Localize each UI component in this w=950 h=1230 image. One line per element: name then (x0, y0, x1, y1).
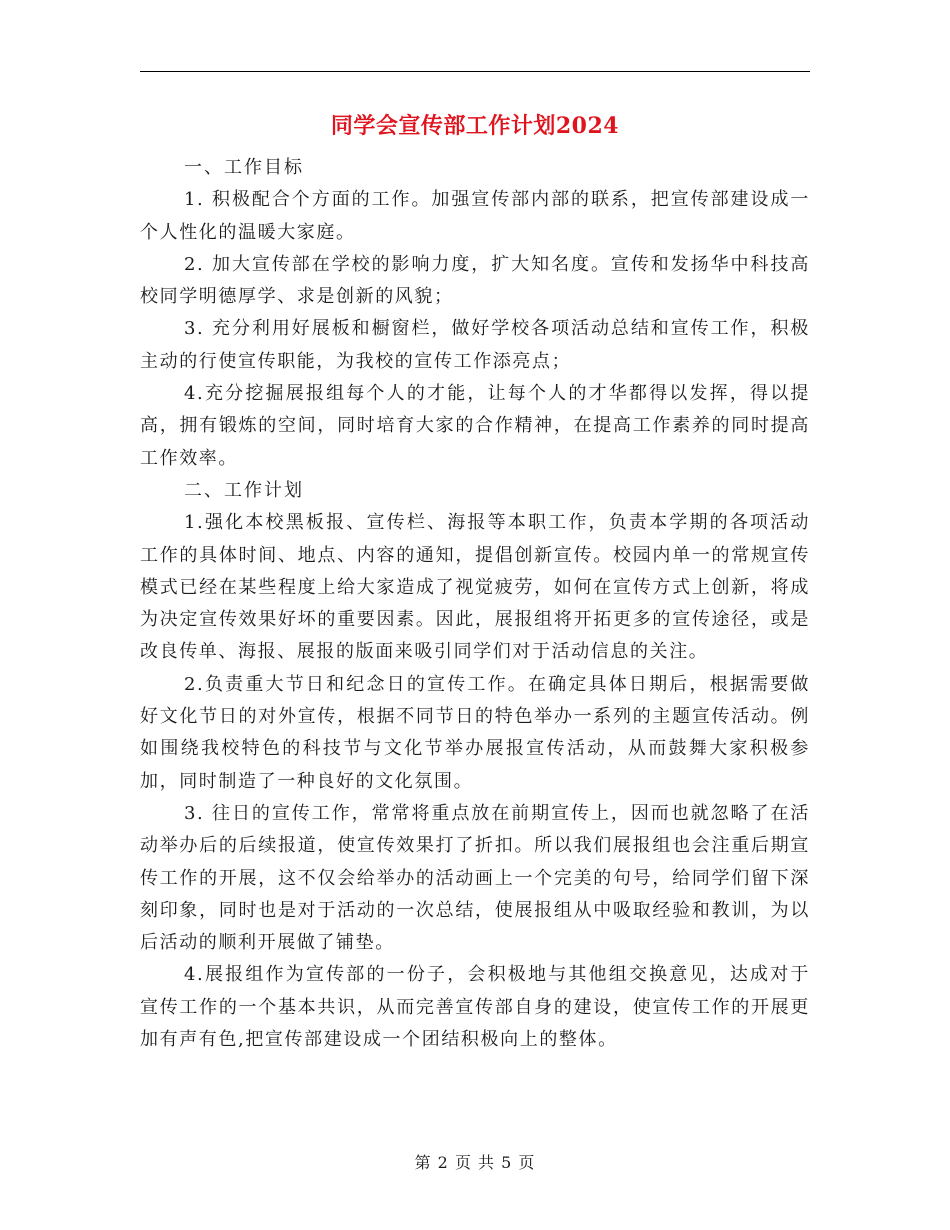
paragraph-plan-2: 2.负责重大节日和纪念日的宣传工作。在确定具体日期后，根据需要做好文化节日的对外宣传，根据不同节日的特色举办一系列的主题宣传活动。例如围绕我校特色的科技节与文化节举办展报宣传活动，从而鼓舞大家积极参加，同时制造了一种良好的文化氛围。 (140, 673, 810, 792)
section-heading-goals: 一、工作目标 (184, 157, 304, 178)
paragraph-plan-4: 4.展报组作为宣传部的一份子，会积极地与其他组交换意见，达成对于宣传工作的一个基本共识，从而完善宣传部自身的建设，使宣传工作的开展更加有声有色,把宣传部建设成一个团结积极向上的整体。 (140, 964, 810, 1051)
paragraph-goal-3: 3. 充分利用好展板和橱窗栏，做好学校各项活动总结和宣传工作，积极主动的行使宣传职能，为我校的宣传工作添亮点； (140, 318, 810, 372)
paragraph-goal-2: 2. 加大宣传部在学校的影响力度，扩大知名度。宣传和发扬华中科技高校同学明德厚学、求是创新的风貌； (140, 253, 810, 308)
document-body (140, 152, 810, 1056)
paragraph-plan-3: 3. 往日的宣传工作，常常将重点放在前期宣传上，因而也就忽略了在活动举办后的后续报道，使宣传效果打了折扣。所以我们展报组也会注重后期宣传工作的开展，这不仅会给举办的活动画上一个完美的句号，给同学们留下深刻印象，同时也是对于活动的一次总结，使展报组从中吸取经验和教训，为以后活动的顺利开展做了铺垫。 (140, 802, 810, 954)
document-title: 同学会宣传部工作计划2024 (330, 113, 620, 139)
paragraph-plan-1: 1.强化本校黑板报、宣传栏、海报等本职工作，负责本学期的各项活动工作的具体时间、地点、内容的通知，提倡创新宣传。校园内单一的常规宣传模式已经在某些程度上给大家造成了视觉疲劳，如何在宣传方式上创新，将成为决定宣传效果好坏的重要因素。因此，展报组将开拓更多的宣传途径，或是改良传单、海报、展报的版面来吸引同学们对于活动信息的关注。 (140, 512, 810, 663)
page-number: 第 2 页 共 5 页 (414, 1153, 536, 1172)
paragraph-goal-1: 1. 积极配合个方面的工作。加强宣传部内部的联系，把宣传部建设成一个人性化的温暖大家庭。 (140, 189, 810, 243)
paragraph-goal-4: 4.充分挖掘展报组每个人的才能，让每个人的才华都得以发挥，得以提高，拥有锻炼的空间，同时培育大家的合作精神，在提高工作素养的同时提高工作效率。 (140, 383, 810, 469)
header-rule (140, 71, 810, 72)
section-heading-plan: 二、工作计划 (184, 479, 304, 501)
